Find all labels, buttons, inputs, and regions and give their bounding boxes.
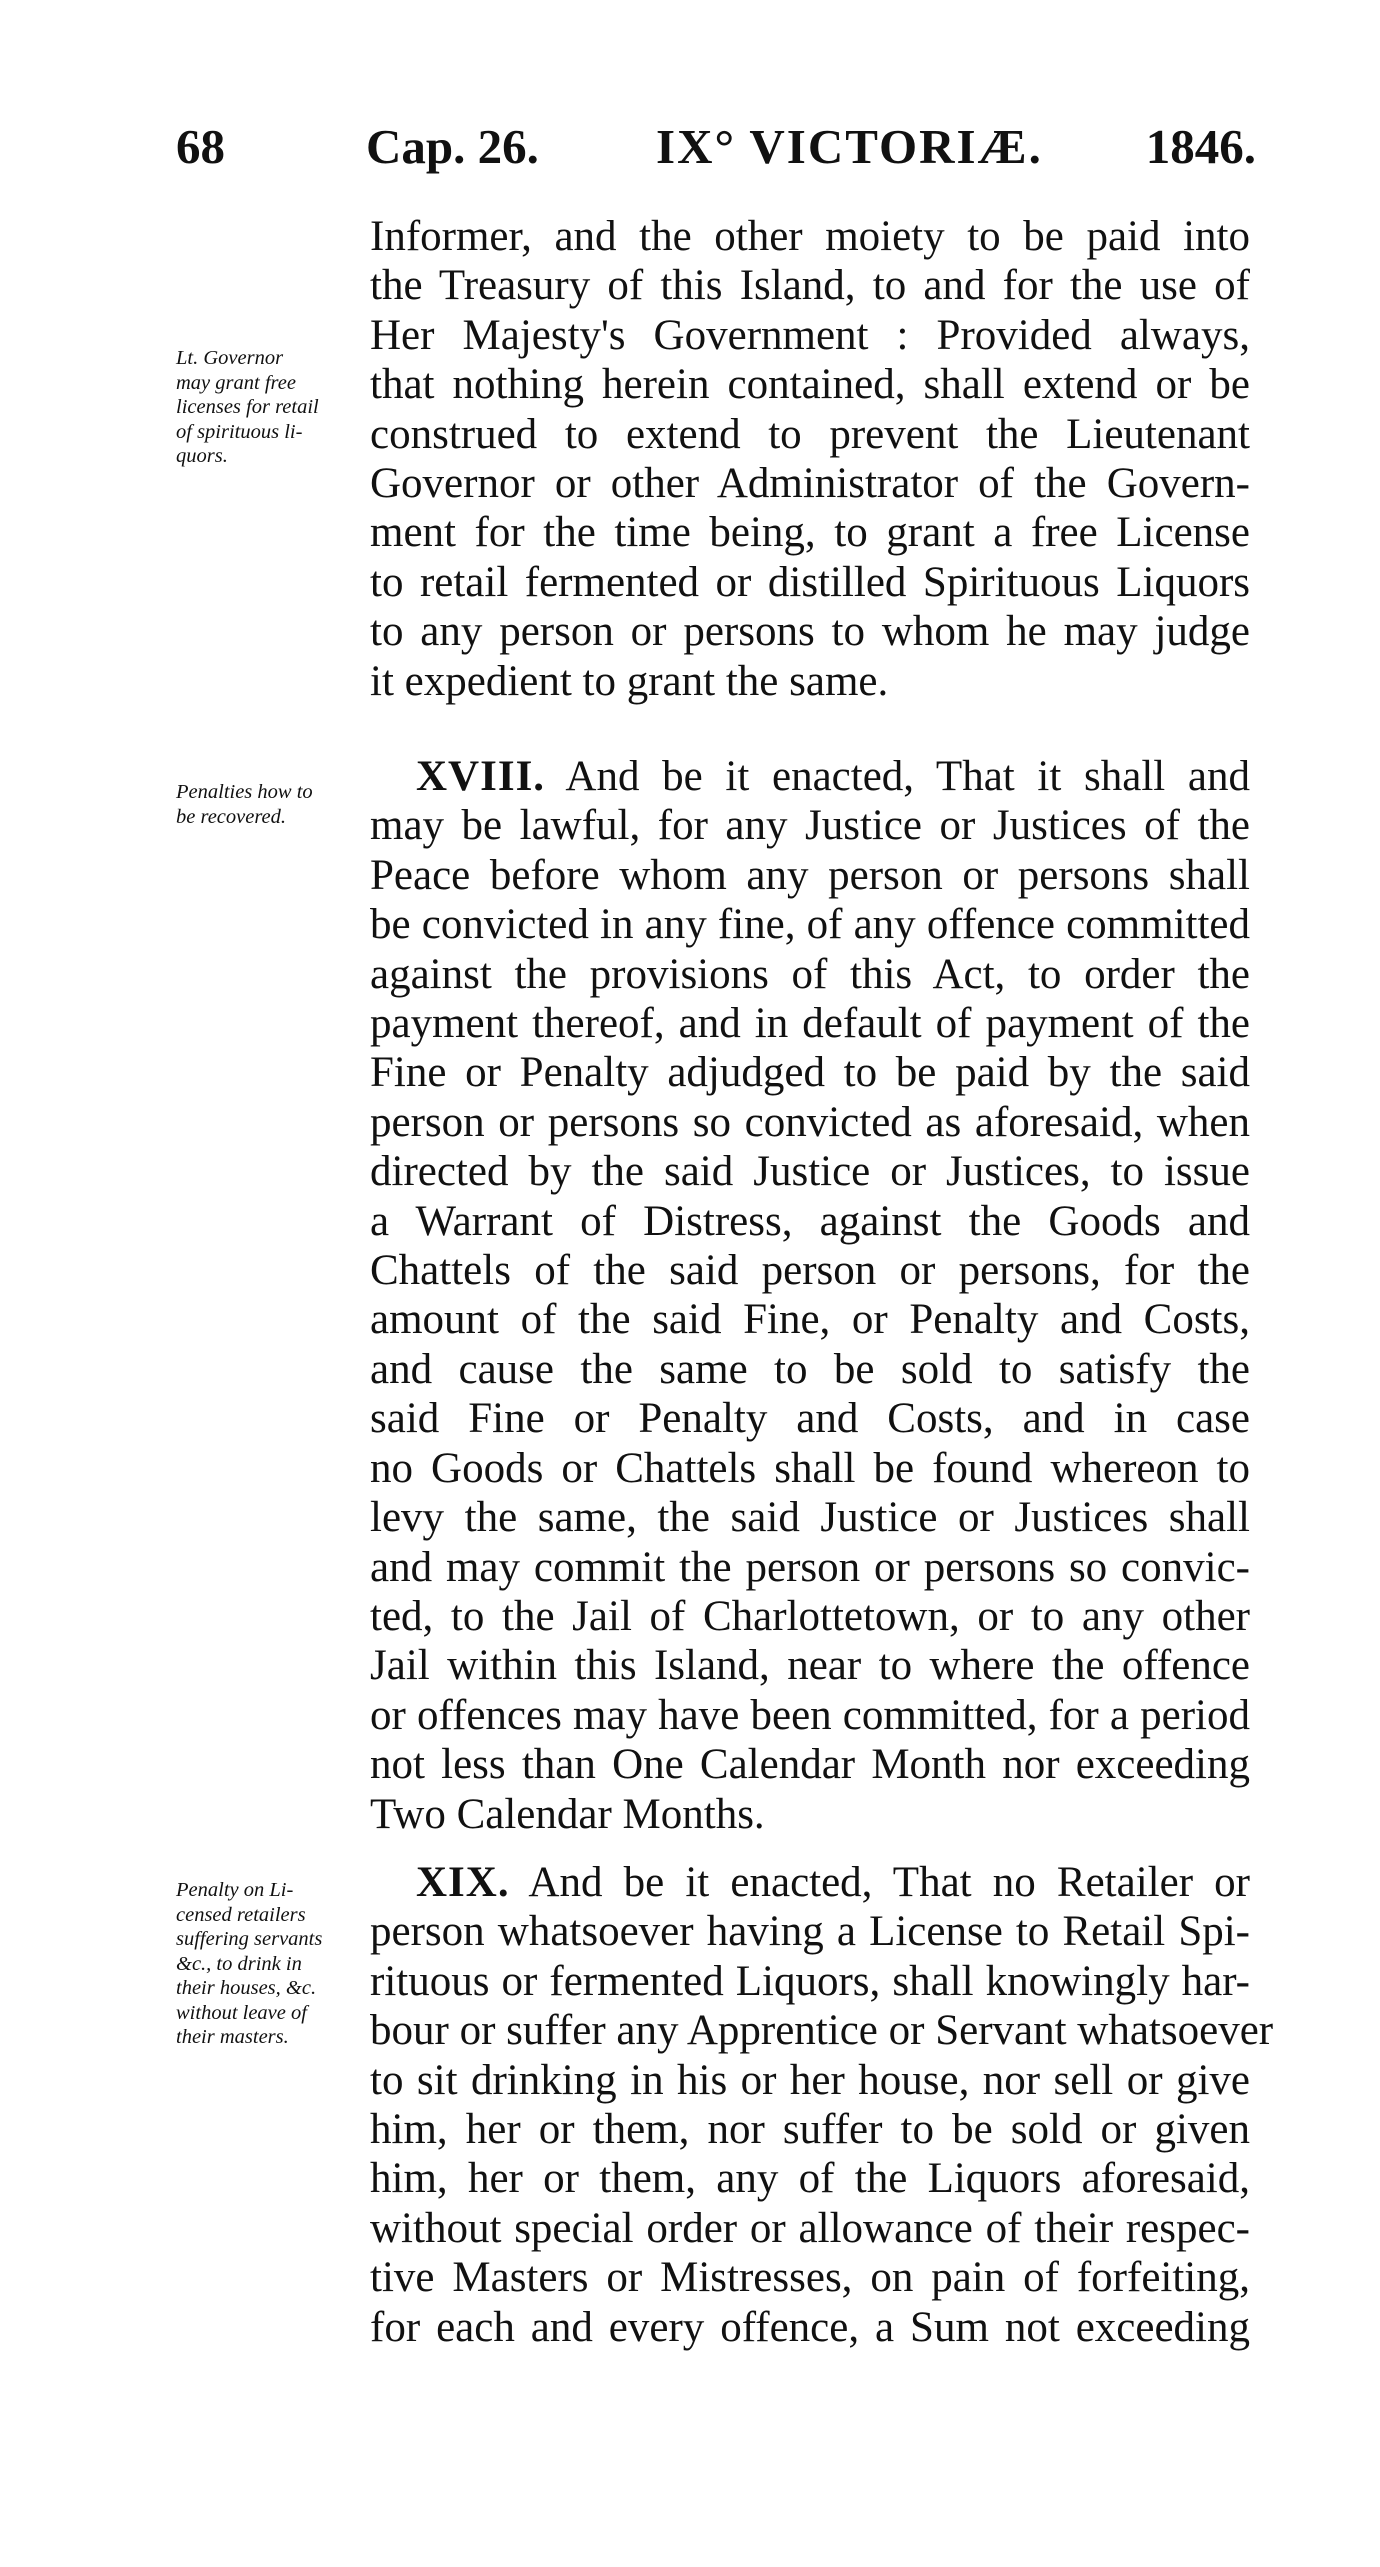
text-line: not less than One Calendar Month nor exceeding xyxy=(370,1741,1250,1789)
text-line: ment for the time being, to grant a free License xyxy=(370,509,1250,557)
text-line: a Warrant of Distress, against the Goods and xyxy=(370,1197,1250,1245)
margin-note-line: be recovered. xyxy=(176,805,287,828)
margin-note-lt-governor xyxy=(176,346,366,469)
text-line: Governor or other Administrator of the Govern- xyxy=(370,460,1250,508)
text-line: payment thereof, and in default of payment of the xyxy=(370,1000,1250,1048)
text-line: Fine or Penalty adjudged to be paid by the said xyxy=(370,1049,1250,1097)
text-line: rituous or fermented Liquors, shall knowingly har- xyxy=(370,1957,1250,2005)
text-line: and cause the same to be sold to satisfy the xyxy=(370,1345,1250,1393)
margin-note-penalty-retailers xyxy=(176,1878,366,2050)
text-line: that nothing herein contained, shall extend or be xyxy=(370,361,1250,409)
paragraph-continuation xyxy=(370,212,1250,706)
text-line: construed to extend to prevent the Lieutenant xyxy=(370,410,1250,458)
text-line: and may commit the person or persons so convic- xyxy=(370,1543,1250,1591)
text-line: Chattels of the said person or persons, for the xyxy=(370,1247,1250,1295)
text-line: Her Majesty's Government : Provided always, xyxy=(370,311,1250,359)
text-line: Two Calendar Months. xyxy=(370,1790,765,1838)
text-line: amount of the said Fine, or Penalty and Costs, xyxy=(370,1296,1250,1344)
text-line: or offences may have been committed, for a period xyxy=(370,1691,1250,1739)
text-line: no Goods or Chattels shall be found whereon to xyxy=(370,1444,1250,1492)
text-line: levy the same, the said Justice or Justices shall xyxy=(370,1494,1250,1542)
margin-note-line: Penalty on Li- xyxy=(176,1879,294,1901)
margin-note-line: may grant free xyxy=(176,371,296,394)
margin-note-line: suffering servants xyxy=(176,1928,323,1950)
text-line: the Treasury of this Island, to and for the use of xyxy=(370,262,1250,310)
text-line: him, her or them, nor suffer to be sold or given xyxy=(370,2106,1250,2154)
margin-note-line: quors. xyxy=(176,445,228,467)
text-line: be convicted in any fine, of any offence committed xyxy=(370,901,1250,949)
section-number: XIX. xyxy=(416,1859,510,1906)
page-title: IX° VICTORIÆ. xyxy=(656,119,1043,174)
text-line: ted, to the Jail of Charlottetown, or to any other xyxy=(370,1592,1250,1640)
section-xix xyxy=(370,1858,1274,2352)
margin-note-line: Penalties how to xyxy=(176,781,313,803)
page-number: 68 xyxy=(176,119,225,174)
text-span: And be it enacted, That it shall and xyxy=(565,753,1250,800)
text-line: Jail within this Island, near to where the offence xyxy=(370,1642,1250,1690)
margin-note-line: Lt. Governor xyxy=(176,347,284,369)
text-span: And be it enacted, That no Retailer or xyxy=(528,1859,1250,1906)
margin-note-penalties xyxy=(176,780,366,829)
text-line: to sit drinking in his or her house, nor sell or give xyxy=(370,2056,1250,2104)
text-line: against the provisions of this Act, to order the xyxy=(370,950,1250,998)
text-line: Informer, and the other moiety to be paid into xyxy=(370,213,1250,260)
section-number: XVIII. xyxy=(416,753,546,800)
text-line: person whatsoever having a License to Retail Spi- xyxy=(370,1908,1250,1956)
text-line: Peace before whom any person or persons shall xyxy=(370,851,1250,899)
text-line: directed by the said Justice or Justices, to issue xyxy=(370,1148,1250,1196)
text-line: person or persons so convicted as aforesaid, when xyxy=(370,1098,1250,1146)
margin-note-line: licenses for retail xyxy=(176,396,319,418)
section-xviii xyxy=(370,752,1250,1839)
margin-note-line: their masters. xyxy=(176,2026,289,2048)
text-line: for each and every offence, a Sum not exceeding xyxy=(370,2303,1250,2351)
margin-note-line: their houses, &c. xyxy=(176,1977,317,1999)
text-line: tive Masters or Mistresses, on pain of forfeiting, xyxy=(370,2254,1250,2302)
margin-note-line: of spirituous li- xyxy=(176,420,303,443)
text-line: it expedient to grant the same. xyxy=(370,657,889,705)
text-line: said Fine or Penalty and Costs, and in case xyxy=(370,1395,1250,1443)
running-header xyxy=(176,118,1256,190)
text-line: him, her or them, any of the Liquors aforesaid, xyxy=(370,2155,1250,2203)
chapter-label: Cap. 26. xyxy=(366,119,539,174)
text-line: without special order or allowance of their respec- xyxy=(370,2204,1250,2252)
text-line-first xyxy=(370,1858,1250,1907)
margin-note-line: without leave of xyxy=(176,2001,307,2024)
text-line-first xyxy=(370,752,1250,801)
text-line: bour or suffer any Apprentice or Servant whatsoever xyxy=(370,2007,1274,2055)
margin-note-line: &c., to drink in xyxy=(176,1952,302,1975)
text-line: may be lawful, for any Justice or Justices of the xyxy=(370,802,1250,850)
text-line: to retail fermented or distilled Spirituous Liquors xyxy=(370,558,1250,606)
margin-note-line: censed retailers xyxy=(176,1903,306,1926)
text-line: to any person or persons to whom he may judge xyxy=(370,608,1250,656)
year-label: 1846. xyxy=(1145,119,1256,174)
